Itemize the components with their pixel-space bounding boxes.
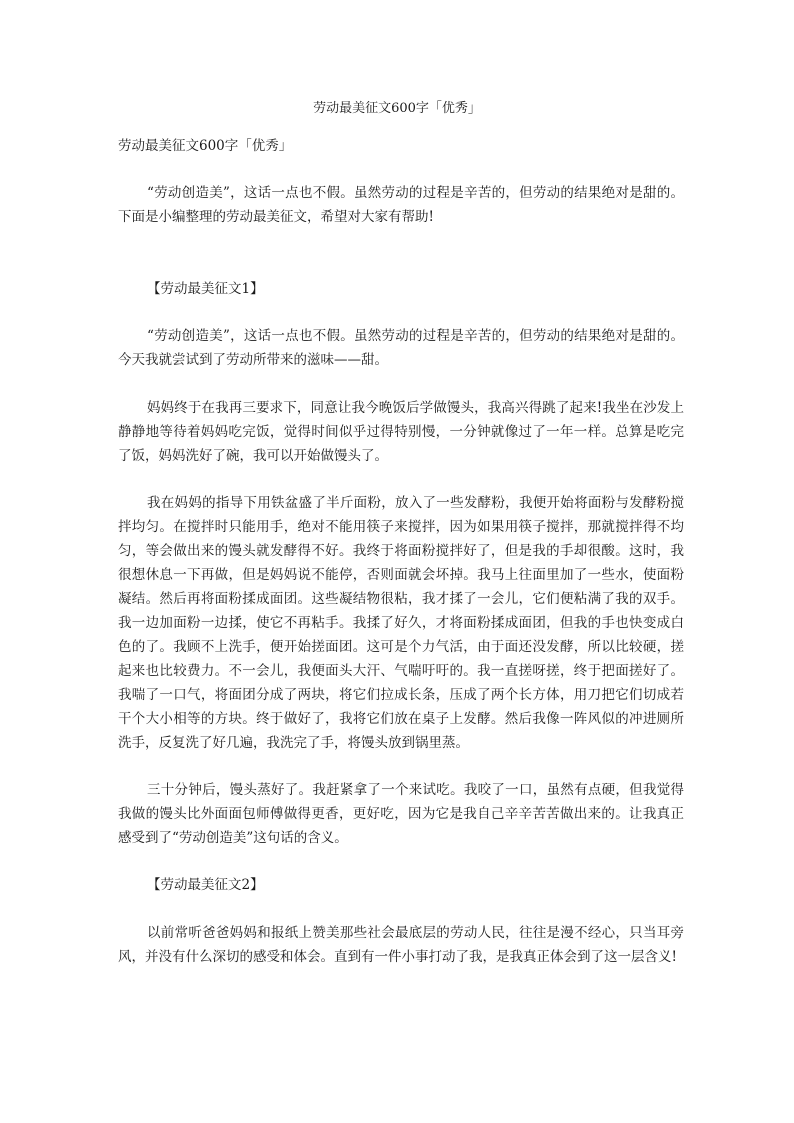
- section2-heading: 【劳动最美征文2】: [147, 877, 264, 893]
- section2-paragraph-1: 以前常听爸爸妈妈和报纸上赞美那些社会最底层的劳动人民，往往是漫不经心，只当耳旁风，并没有什么深切的感受和体会。直到有一件小事打动了我，是我真正体会到了这一层含义!: [118, 925, 684, 965]
- section1-paragraph-2: 妈妈终于在我再三要求下，同意让我今晚饭后学做馒头，我高兴得跳了起来!我坐在沙发上静静地等待着妈妈吃完饭，觉得时间似乎过得特别慢，一分钟就像过了一年一样。总算是吃完了饭，妈妈洗好了碗，我可以开始做馒头了。: [118, 400, 684, 464]
- intro-paragraph: “劳动创造美”，这话一点也不假。虽然劳动的过程是辛苦的，但劳动的结果绝对是甜的。下面是小编整理的劳动最美征文，希望对大家有帮助!: [118, 185, 684, 225]
- section1-paragraph-1: “劳动创造美”，这话一点也不假。虽然劳动的过程是辛苦的，但劳动的结果绝对是甜的。今天我就尝试到了劳动所带来的滋味——甜。: [118, 328, 684, 368]
- document-title: 劳动最美征文600字「优秀」: [313, 101, 481, 116]
- section1-paragraph-4: 三十分钟后，馒头蒸好了。我赶紧拿了一个来试吃。我咬了一口，虽然有点硬，但我觉得我做的馒头比外面面包师傅做得更香，更好吃，因为它是我自己辛辛苦苦做出来的。让我真正感受到了“劳动创造美”这句话的含义。: [118, 782, 684, 846]
- section1-heading: 【劳动最美征文1】: [147, 281, 264, 297]
- section1-paragraph-3: 我在妈妈的指导下用铁盆盛了半斤面粉，放入了一些发酵粉，我便开始将面粉与发酵粉搅拌均匀。在搅拌时只能用手，绝对不能用筷子来搅拌，因为如果用筷子搅拌，那就搅拌得不均匀，等会做出来的馒头就发酵得不好。我终于将面粉搅拌好了，但是我的手却很酸。这时，我很想休息一下再做，但是妈妈说不能停，否则面就会坏掉。我马上往面里加了一些水，使面粉凝结。然后再将面粉揉成面团。这些凝结物很粘，我才揉了一会儿，它们便粘满了我的双手。我一边加面粉一边揉，使它不再粘手。我揉了好久，才将面粉揉成面团，但我的手也快变成白色的了。我顾不上洗手，便开始搓面团。这可是个力气活，由于面还没发酵，所以比较硬，搓起来也比较费力。不一会儿，我便面头大汗、气喘吁吁的。我一直搓呀搓，终于把面搓好了。我喘了一口气，将面团分成了两块，将它们拉成长条，压成了两个长方体，用刀把它们切成若干个大小相等的方块。终于做好了，我将它们放在桌子上发酵。然后我像一阵风似的冲进厕所洗手，反复洗了好几遍，我洗完了手，将馒头放到锅里蒸。: [118, 495, 684, 751]
- document-subtitle: 劳动最美征文600字「优秀」: [118, 138, 293, 154]
